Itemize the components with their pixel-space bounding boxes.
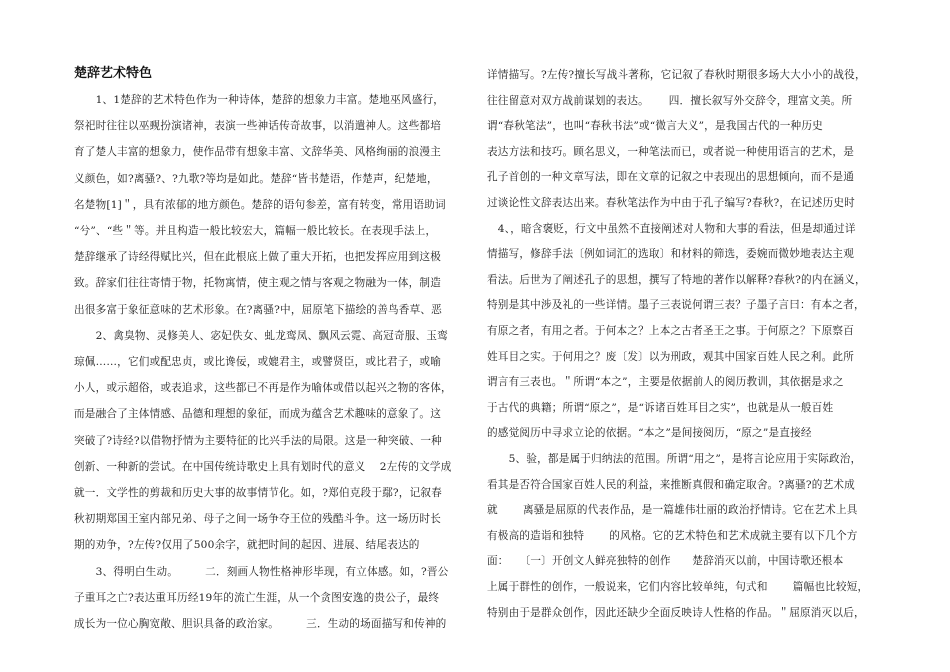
text-line: 往往留意对双方战前谋划的表达。 四．擅长叙写外交辞令，理富文美。所 <box>487 94 853 107</box>
text-line: 祭祀时往往以巫觋扮演诸神，表演一些神话传奇故事，以消遣神人。这些都培 <box>74 120 441 133</box>
text-line: 特别是其中涉及礼的一些详情。墨子三表说何谓三表？子墨子言曰：有本之者， <box>487 299 865 312</box>
text-line: 的感觉阅历中寻求立论的依据。“本之”是间接阅历，“原之”是直接经 <box>487 427 812 440</box>
text-line: 面： 〔一〕开创文人鲜亮独特的创作 楚辞消灭以前，中国诗歌还根本 <box>487 555 844 568</box>
text-line: 创新、一种新的尝试。在中国传统诗歌史上具有划时代的意义 2左传的文学成 <box>74 460 452 473</box>
text-line: 2、禽臭物、灵修美人、宓妃佚女、虬龙鸾凤、飘风云霓、高冠奇服、玉鸾 <box>74 329 448 342</box>
text-line: 期的劝争，?左传?仅用了500余字，就把时间的起因、进展、结尾表达的 <box>74 539 420 552</box>
text-line: 义颜色，如?离骚?、?九歌?等均是如此。楚辞“皆书楚语，作楚声，纪楚地， <box>74 172 438 185</box>
text-line: 谓言有三表也。＂所谓“本之”，主要是依据前人的阅历教训，其依据是求之 <box>487 376 844 389</box>
text-line: “兮”、“些＂等。并且构造一般比较宏大，篇幅一般比较长。在表现手法上， <box>74 225 437 237</box>
text-line: 而是融合了主体情感、品德和理想的象征，而成为蕴含艺术趣味的意象了。这 <box>74 408 441 421</box>
text-line: 5、验，都是属于归纳法的范围。所谓“用之”，是将言论应用于实际政治， <box>487 453 862 465</box>
text-line: 突破了?诗经?以借物抒情为主要特征的比兴手法的局限。这是一种突破、一种 <box>74 434 442 447</box>
text-line: 成长为一位心胸宽敞、胆识具备的政治家。 三．生动的场面描写和传神的 <box>74 618 447 630</box>
text-line: 详情描写。?左传?擅长写战斗著称，它记叙了春秋时期很多场大大小小的战役， <box>487 69 866 81</box>
text-line: 看法。后世为了阐述孔子的思想，撰写了特地的著作以解释?春秋?的内在涵义， <box>487 273 866 286</box>
text-line: 过谈论性文辞表达出来。春秋笔法作为中由于孔子编写?春秋?，在记述历史时 <box>487 197 855 209</box>
text-line: 育了楚人丰富的想象力，使作品带有想象丰富、文辞华美、风格绚丽的浪漫主 <box>74 146 441 159</box>
text-line: 有极高的造诣和独特 的风格。它的艺术特色和艺术成就主要有以下几个方 <box>487 529 858 542</box>
text-line: 秋初期郑国王室内部兄弟、母子之间一场争夺王位的残酷斗争。这一场历时长 <box>74 513 441 526</box>
text-line: 出很多富于象征意味的艺术形象。在?离骚?中，屈原笔下描绘的善鸟香草、恶 <box>74 303 442 316</box>
text-line: 谓“春秋笔法”，也叫“春秋书法”或“微言大义”，是我国古代的一种历史 <box>487 120 823 133</box>
text-line: 特别由于是群众创作，因此还缺少全面反映诗人性格的作品。＂屈原消灭以后， <box>487 606 865 619</box>
text-line: 表达方法和技巧。顾名思义，一种笔法而已，或者说一种使用语言的艺术，是 <box>487 145 854 158</box>
text-line: 琼佩……，它们或配忠贞，或比谗佞，或媲君主，或譬贤臣，或比君子，或喻 <box>74 356 441 368</box>
text-line: 4、，暗含褒贬，行文中虽然不直接阐述对人物和大事的看法，但是却通过详 <box>487 222 856 235</box>
text-line: 看其是否符合国家百姓人民的利益，来推断真假和确定取舍。?离骚?的艺术成 <box>487 478 855 491</box>
text-line: 1、1楚辞的艺术特色作为一种诗体，楚辞的想象力丰富。楚地巫风盛行， <box>74 94 445 106</box>
text-line: 于古代的典籍；所谓“原之”，是“诉诸百姓耳目之实”，也就是从一般百姓 <box>487 401 834 414</box>
text-line: 有原之者，有用之者。于何本之？上本之古者圣王之事。于何原之？下原察百 <box>487 325 854 337</box>
text-line: 姓耳目之实。于何用之？废〔发〕以为刑政，观其中国家百姓人民之利。此所 <box>487 350 854 363</box>
text-line: 子重耳之亡?表达重耳历经19年的流亡生涯，从一个贪图安逸的贵公子，最终 <box>74 591 440 604</box>
document-title: 楚辞艺术特色 <box>74 66 153 81</box>
text-line: 就 离骚是屈原的代表作品，是一篇雄伟壮丽的政治抒情诗。它在艺术上具 <box>487 504 858 517</box>
text-line: 小人，或示超俗，或表追求，这些都已不再是作为喻体或借以起兴之物的客体， <box>74 382 452 395</box>
text-line: 楚辞继承了诗经得赋比兴，但在此根底上做了重大开拓，也把发挥应用到这极 <box>74 251 441 264</box>
text-line: 上属于群性的创作，一般说来，它们内容比较单纯，句式和 篇幅也比较短， <box>487 581 869 593</box>
text-line: 3、得明白生动。 二．刻画人物性格神形毕现，有立体感。如，?晋公 <box>74 565 449 578</box>
text-line: 情描写，修辞手法〔例如词汇的选取〕和材料的筛选，委婉而微妙地表达主观 <box>487 248 854 261</box>
text-line: 孔子首创的一种文章写法，即在文章的记叙之中表现出的思想倾向，而不是通 <box>487 171 854 184</box>
text-line: 就一．文学性的剪裁和历史大事的故事情节化。如，?郑伯克段于鄢?，记叙春 <box>74 487 442 499</box>
text-line: 致。辞家们往往寄情于物，托物寓情，使主观之情与客观之物融为一体，制造 <box>74 277 441 290</box>
text-line: 名楚物[1]＂，具有浓郁的地方颜色。楚辞的语句参差，富有转变，常用语助词 <box>74 198 446 211</box>
